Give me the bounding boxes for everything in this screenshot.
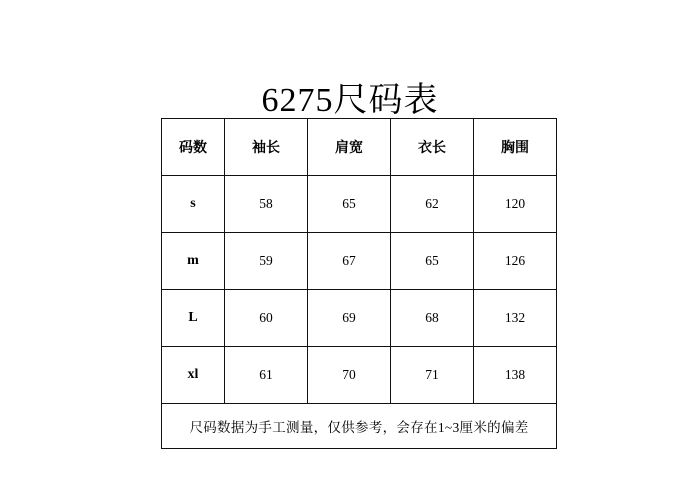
cell-shoulder: 65 (308, 176, 391, 233)
table-footnote: 尺码数据为手工测量，仅供参考，会存在1~3厘米的偏差 (162, 404, 557, 449)
table-footnote-row (162, 404, 557, 449)
table-row (162, 233, 557, 290)
row-size-label: xl (162, 347, 225, 404)
size-table (161, 118, 557, 449)
cell-shoulder: 70 (308, 347, 391, 404)
size-table-container (161, 118, 541, 449)
table-header-row (162, 119, 557, 176)
column-header-shoulder: 肩宽 (308, 119, 391, 176)
cell-shoulder: 67 (308, 233, 391, 290)
cell-length: 65 (391, 233, 474, 290)
row-size-label: s (162, 176, 225, 233)
column-header-length: 衣长 (391, 119, 474, 176)
cell-bust: 132 (474, 290, 557, 347)
cell-sleeve: 58 (225, 176, 308, 233)
column-header-sleeve: 袖长 (225, 119, 308, 176)
cell-bust: 120 (474, 176, 557, 233)
row-size-label: L (162, 290, 225, 347)
column-header-bust: 胸围 (474, 119, 557, 176)
table-row (162, 176, 557, 233)
cell-length: 71 (391, 347, 474, 404)
row-size-label: m (162, 233, 225, 290)
column-header-size: 码数 (162, 119, 225, 176)
cell-bust: 126 (474, 233, 557, 290)
cell-length: 68 (391, 290, 474, 347)
cell-sleeve: 60 (225, 290, 308, 347)
table-row (162, 347, 557, 404)
cell-length: 62 (391, 176, 474, 233)
cell-bust: 138 (474, 347, 557, 404)
cell-shoulder: 69 (308, 290, 391, 347)
page-title: 6275尺码表 (261, 82, 439, 119)
cell-sleeve: 61 (225, 347, 308, 404)
table-row (162, 290, 557, 347)
cell-sleeve: 59 (225, 233, 308, 290)
